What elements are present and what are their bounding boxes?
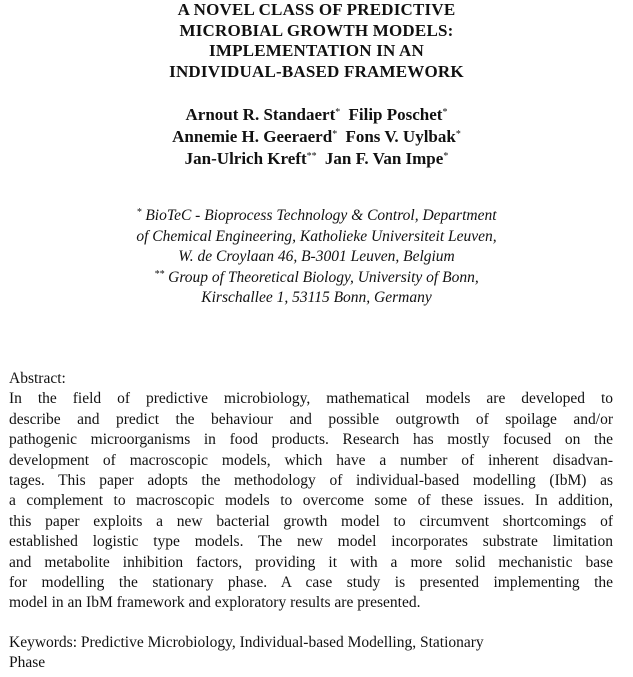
abstract-label: Abstract:	[9, 370, 66, 387]
abstract-line: pathogenic microorganisms in food products. Research has mostly focused on the	[9, 431, 613, 449]
abstract-line: tages. This paper adopts the methodology of individual-based modelling (IbM) as	[9, 472, 613, 490]
author	[345, 127, 460, 146]
affiliation-text: BioTeC - Bioprocess Technology & Control, Department	[145, 207, 497, 224]
affiliation-mark: **	[306, 151, 317, 162]
author	[325, 149, 448, 168]
author-line	[0, 148, 633, 170]
affiliation-mark: *	[335, 107, 341, 118]
author	[186, 105, 341, 124]
abstract-line: for modelling the stationary phase. A case study is presented implementing the	[9, 574, 613, 592]
author-name: Jan F. Van Impe	[324, 149, 444, 168]
affiliation-line	[0, 206, 633, 227]
affiliation-text: of Chemical Engineering, Katholieke Universiteit Leuven,	[136, 227, 497, 245]
affiliation-mark: *	[136, 207, 142, 218]
author-name: Annemie H. Geeraerd	[172, 127, 333, 146]
keywords-line: Keywords: Predictive Microbiology, Individual-based Modelling, Stationary	[9, 634, 484, 651]
title-line: INDIVIDUAL-BASED FRAMEWORK	[169, 61, 464, 81]
affiliation-line	[0, 268, 633, 289]
abstract-line: a complement to macroscopic models to overcome some of these issues. In addition,	[9, 492, 613, 510]
author-name: Jan-Ulrich Kreft	[184, 149, 307, 168]
title-line: IMPLEMENTATION IN AN	[209, 41, 424, 60]
keywords-line: Phase	[9, 654, 46, 672]
author	[172, 127, 337, 146]
affiliation-line	[0, 247, 633, 268]
abstract	[9, 369, 613, 614]
affiliation-text: W. de Croylaan 46, B-3001 Leuven, Belgium	[178, 248, 455, 266]
abstract-line: describe and predict the behaviour and possible outgrowth of spoilage and/or	[9, 410, 613, 428]
affiliation-mark: **	[154, 268, 165, 280]
author	[185, 149, 317, 168]
author-line	[0, 126, 633, 148]
affiliation-mark: *	[442, 107, 448, 118]
abstract-line: this paper exploits a new bacterial growth model to circumvent shortcomings of	[9, 512, 613, 530]
author-name: Filip Poschet	[348, 105, 443, 124]
affiliation-line	[0, 227, 633, 248]
author	[348, 105, 447, 124]
abstract-line: model in an IbM framework and exploratory results are presented.	[9, 594, 421, 612]
author-name: Fons V. Uylbak	[345, 127, 456, 146]
affiliation-text: Kirschallee 1, 53115 Bonn, Germany	[201, 289, 432, 307]
paper-title	[0, 0, 633, 82]
author-line	[0, 104, 633, 126]
affiliation-mark: *	[443, 151, 449, 162]
abstract-line: In the field of predictive microbiology, mathematical models are developed to	[9, 390, 613, 408]
author-list	[0, 104, 633, 170]
abstract-line: development of macroscopic models, which have a number of inherent disadvan-	[9, 451, 613, 469]
title-line: MICROBIAL GROWTH MODELS:	[179, 20, 454, 40]
affiliation-text: Group of Theoretical Biology, University of Bonn,	[168, 268, 479, 286]
keywords	[9, 633, 613, 674]
affiliation-mark: *	[332, 129, 338, 140]
author-name: Arnout R. Standaert	[185, 105, 336, 124]
affiliation-mark: *	[455, 129, 461, 140]
affiliations	[0, 206, 633, 309]
abstract-line: established logistic type models. The new model incorporates substrate limitation	[9, 533, 613, 551]
title-line: A NOVEL CLASS OF PREDICTIVE	[177, 0, 456, 19]
affiliation-line	[0, 288, 633, 309]
abstract-line: and metabolite inhibition factors, providing it with a more solid mechanistic base	[9, 553, 613, 571]
